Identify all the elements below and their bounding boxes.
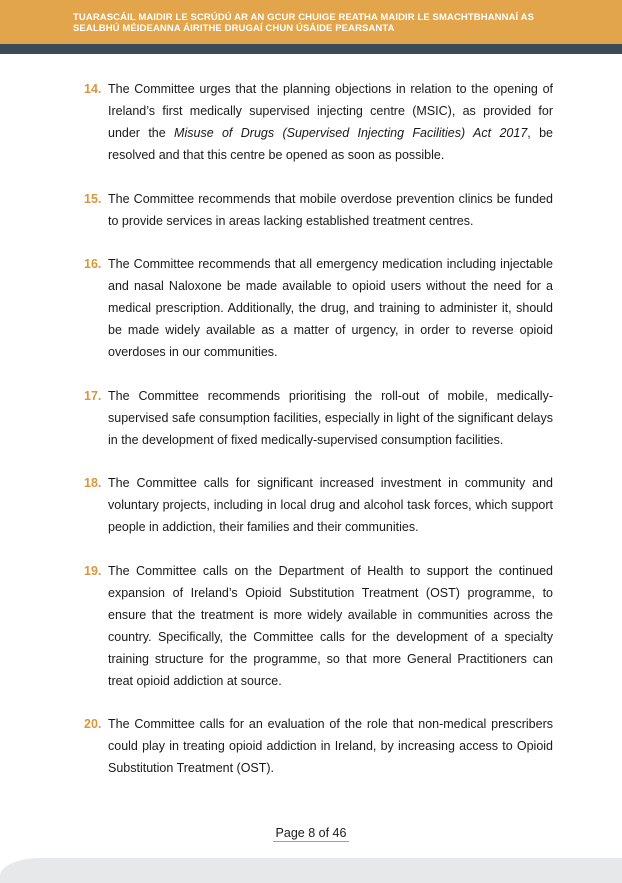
header-title-line1: TUARASCÁIL MAIDIR LE SCRÚDÚ AR AN GCUR CHUIGE REATHA MAIDIR LE SMACHTBHANNAÍ AS [73,12,535,23]
recommendation-number: 19. [84,563,102,578]
footer-band [0,858,622,883]
recommendation-text: The Committee calls for significant increased investment in community and voluntary projects, including in local drug and alcohol task forces, which support people in addiction, their families and their communities. [108,476,553,534]
recommendation-number: 16. [84,257,102,271]
recommendation-17 [84,385,553,451]
recommendation-text: The Committee calls on the Department of Health to support the continued expansion of Ireland’s Opioid Substitution Treatment (OST) programme, to ensure that the treatment is more widely available in communities across the country. Specifically, the Committee calls for the development of a specialty training structure for the programme, so that more General Practitioners can treat opioid addiction at source. [108,563,553,688]
recommendation-text: The Committee recommends prioritising the roll-out of mobile, medically-supervised safe consumption facilities, especially in light of the significant delays in the development of fixed medically-supervised consumption facilities. [108,388,553,447]
recommendation-text: The Committee recommends that mobile overdose prevention clinics be funded to provide services in areas lacking established treatment centres. [108,191,553,228]
recommendations-list [84,78,553,801]
recommendation-16 [84,253,553,363]
act-title-italic: Misuse of Drugs (Supervised Injecting Facilities) Act 2017 [174,126,528,140]
recommendation-19 [84,560,553,692]
header-title [73,12,593,34]
page-header [0,0,622,44]
recommendation-text: The Committee calls for an evaluation of the role that non-medical prescribers could play in treating opioid addiction in Ireland, by increasing access to Opioid Substitution Treatment (OST). [108,717,553,775]
header-band [0,44,622,54]
recommendation-14 [84,78,553,166]
recommendation-20 [84,713,553,779]
page-number: Page 8 of 46 [275,826,347,840]
recommendation-15 [84,188,553,232]
recommendation-number: 15. [84,191,102,206]
recommendation-number: 20. [84,717,102,731]
recommendation-number: 17. [84,388,102,403]
recommendation-number: 18. [84,476,102,490]
recommendation-text [108,78,553,166]
recommendation-text-part: The Committee urges that the planning objections in relation to the opening of Ireland’s first medically supervised injecting centre (MSIC), as provided for under the [108,82,553,140]
recommendation-text: The Committee recommends that all emergency medication including injectable and nasal Naloxone be made available to opioid users without the need for a medical prescription. Additionally, the drug, and training to administer it, should be made widely available as a matter of urgency, in order to reverse opioid overdoses in our communities. [108,257,553,359]
header-title-line2: SEALBHÚ MÉIDEANNA ÁIRITHE DRUGAÍ CHUN ÚSÁIDE PEARSANTA [73,23,395,34]
recommendation-number: 14. [84,82,102,96]
recommendation-text-part: , be resolved and that this centre be opened as soon as possible. [108,126,554,162]
recommendation-18 [84,472,553,538]
footer-divider [273,841,349,842]
